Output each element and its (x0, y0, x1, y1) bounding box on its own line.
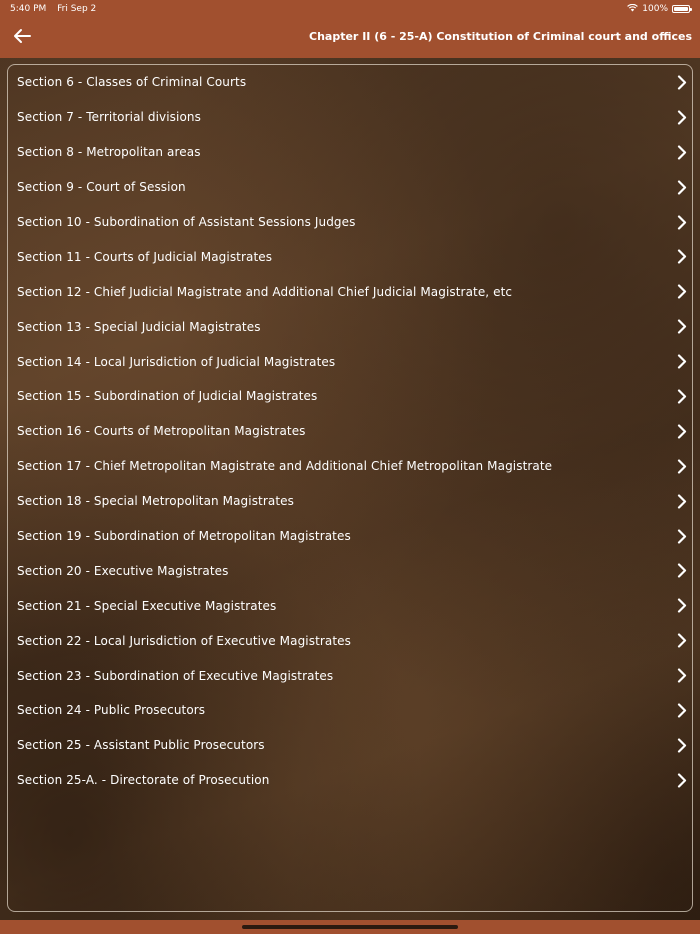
section-label: Section 22 - Local Jurisdiction of Executive Magistrates (17, 633, 352, 648)
list-item[interactable] (8, 728, 692, 763)
section-list (8, 65, 692, 798)
section-label: Section 14 - Local Jurisdiction of Judicial Magistrates (17, 354, 336, 369)
chevron-right-icon (676, 354, 688, 370)
section-label: Section 12 - Chief Judicial Magistrate and Additional Chief Judicial Magistrate, etc (17, 284, 513, 299)
chevron-right-icon (676, 563, 688, 579)
chevron-right-icon (676, 214, 688, 230)
list-item[interactable] (8, 205, 692, 240)
list-item[interactable] (8, 763, 692, 798)
section-label: Section 13 - Special Judicial Magistrates (17, 319, 261, 334)
chevron-right-icon (676, 109, 688, 125)
list-item[interactable] (8, 65, 692, 100)
list-item[interactable] (8, 135, 692, 170)
home-indicator[interactable] (242, 925, 458, 929)
battery-fill (674, 7, 688, 11)
status-date: Fri Sep 2 (57, 4, 97, 14)
section-label: Section 6 - Classes of Criminal Courts (17, 75, 247, 90)
status-bar (0, 0, 700, 18)
chevron-right-icon (676, 74, 688, 90)
chevron-right-icon (676, 423, 688, 439)
list-item[interactable] (8, 100, 692, 135)
chevron-right-icon (676, 737, 688, 753)
section-list-panel (7, 64, 693, 912)
list-item[interactable] (8, 693, 692, 728)
list-item[interactable] (8, 239, 692, 274)
status-right (627, 4, 690, 15)
chevron-right-icon (676, 633, 688, 649)
back-button[interactable] (10, 26, 34, 50)
list-item[interactable] (8, 588, 692, 623)
section-label: Section 24 - Public Prosecutors (17, 703, 206, 718)
section-label: Section 9 - Court of Session (17, 180, 186, 195)
list-item[interactable] (8, 449, 692, 484)
list-item[interactable] (8, 344, 692, 379)
list-item[interactable] (8, 519, 692, 554)
arrow-left-icon (13, 28, 31, 48)
section-label: Section 21 - Special Executive Magistrates (17, 598, 277, 613)
section-label: Section 16 - Courts of Metropolitan Magistrates (17, 424, 306, 439)
list-item[interactable] (8, 170, 692, 205)
section-label: Section 11 - Courts of Judicial Magistrates (17, 249, 273, 264)
list-item[interactable] (8, 484, 692, 519)
chevron-right-icon (676, 144, 688, 160)
section-label: Section 25 - Assistant Public Prosecutors (17, 738, 265, 753)
chevron-right-icon (676, 702, 688, 718)
status-time: 5:40 PM (10, 4, 47, 14)
chevron-right-icon (676, 388, 688, 404)
battery-icon (672, 5, 690, 13)
chevron-right-icon (676, 249, 688, 265)
chevron-right-icon (676, 772, 688, 788)
section-label: Section 17 - Chief Metropolitan Magistrate and Additional Chief Metropolitan Magistrate (17, 459, 553, 474)
list-item[interactable] (8, 414, 692, 449)
list-item[interactable] (8, 379, 692, 414)
section-label: Section 7 - Territorial divisions (17, 110, 201, 125)
nav-bar (0, 18, 700, 58)
section-label: Section 19 - Subordination of Metropolitan Magistrates (17, 529, 351, 544)
list-item[interactable] (8, 274, 692, 309)
list-item[interactable] (8, 309, 692, 344)
status-left (10, 4, 104, 14)
section-label: Section 10 - Subordination of Assistant Sessions Judges (17, 215, 356, 229)
chevron-right-icon (676, 668, 688, 684)
section-label: Section 18 - Special Metropolitan Magistrates (17, 494, 294, 509)
section-label: Section 15 - Subordination of Judicial Magistrates (17, 389, 318, 404)
chevron-right-icon (676, 458, 688, 474)
battery-percent: 100% (642, 4, 668, 14)
section-label: Section 23 - Subordination of Executive Magistrates (17, 668, 334, 683)
chevron-right-icon (676, 528, 688, 544)
chevron-right-icon (676, 319, 688, 335)
list-item[interactable] (8, 623, 692, 658)
section-label: Section 20 - Executive Magistrates (17, 563, 229, 578)
page-title: Chapter II (6 - 25-A) Constitution of Criminal court and offices (309, 30, 692, 43)
chevron-right-icon (676, 493, 688, 509)
chevron-right-icon (676, 598, 688, 614)
chevron-right-icon (676, 179, 688, 195)
list-item[interactable] (8, 553, 692, 588)
chevron-right-icon (676, 284, 688, 300)
section-label: Section 8 - Metropolitan areas (17, 145, 201, 160)
wifi-icon (627, 4, 638, 15)
list-item[interactable] (8, 658, 692, 693)
section-label: Section 25-A. - Directorate of Prosecution (17, 773, 270, 788)
content-area (0, 58, 700, 920)
